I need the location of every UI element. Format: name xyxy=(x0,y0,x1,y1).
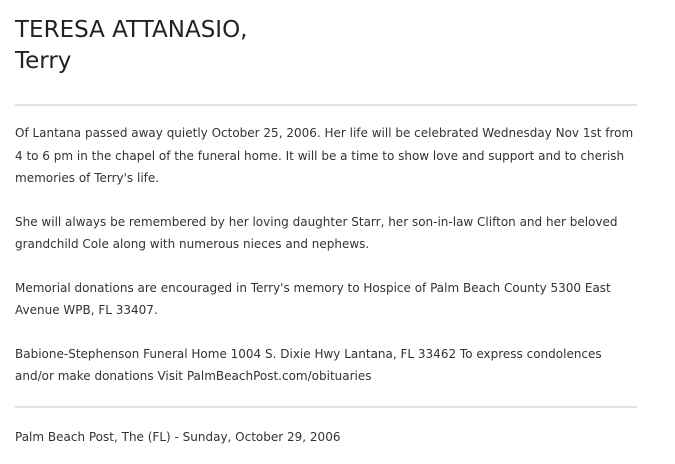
paragraph-funeral-home: Babione-Stephenson Funeral Home 1004 S. Dixie Hwy Lantana, FL 33462 To express condolences and/or make donations Visit PalmBeachPost.com/obituaries xyxy=(15,346,602,383)
obituary-name: TERESA ATTANASIO, xyxy=(15,17,248,43)
paragraph-donations: Memorial donations are encouraged in Terry's memory to Hospice of Palm Beach County 5300 East Avenue WPB, FL 33407. xyxy=(15,280,611,317)
divider-bottom xyxy=(15,406,637,408)
page-title xyxy=(15,0,637,77)
publication-source: Palm Beach Post, The (FL) - Sunday, October 29, 2006 xyxy=(15,429,341,444)
obituary-container xyxy=(15,0,637,447)
paragraph-announcement: Of Lantana passed away quietly October 25, 2006. Her life will be celebrated Wednesday Nov 1st from 4 to 6 pm in the chapel of the funeral home. It will be a time to show love and support and to cherish memories of Terry's life. xyxy=(15,126,634,185)
paragraph-survivors: She will always be remembered by her loving daughter Starr, her son-in-law Clifton and her beloved grandchild Cole along with numerous nieces and nephews. xyxy=(15,214,618,251)
obituary-body xyxy=(15,122,637,388)
obituary-nickname: Terry xyxy=(15,48,72,74)
divider-top xyxy=(15,104,637,106)
